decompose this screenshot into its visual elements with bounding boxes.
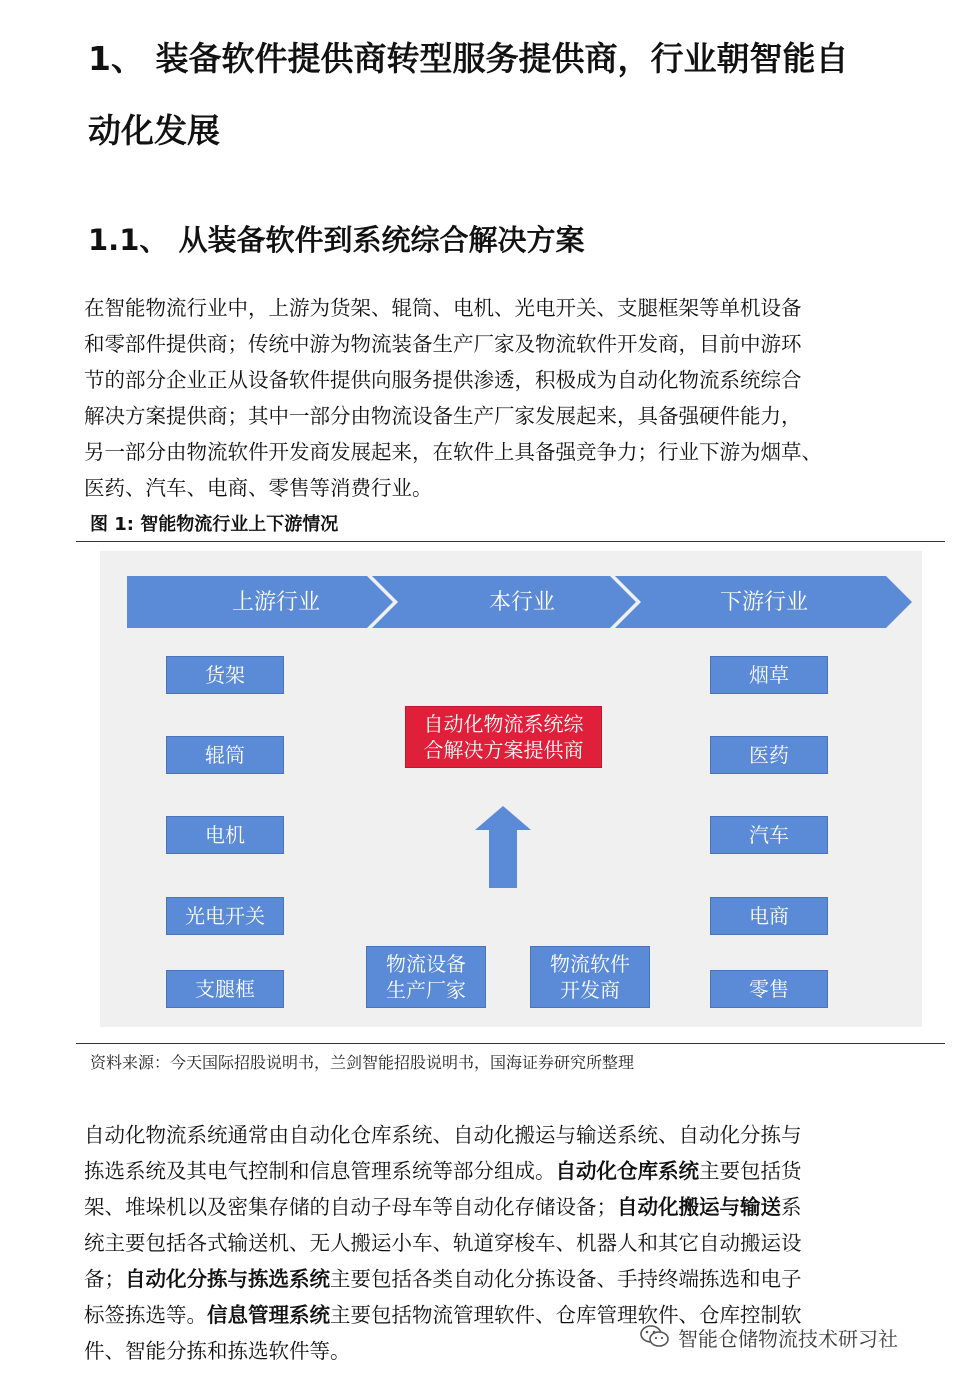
upstream-item: 辊筒 [166,736,284,774]
bold-term: 信息管理系统 [207,1303,330,1327]
paragraph-line [84,1153,926,1189]
paragraph-line: 另一部分由物流软件开发商发展起来，在软件上具备强竞争力；行业下游为烟草、 [84,440,822,464]
paragraph-line: 在智能物流行业中，上游为货架、辊筒、电机、光电开关、支腿框架等单机设备 [84,296,802,320]
paragraph-line: 节的部分企业正从设备软件提供向服务提供渗透，积极成为自动化物流系统综合 [84,368,802,392]
text-run: 备； [84,1267,125,1291]
upstream-item: 货架 [166,656,284,694]
text-run: 主要包括物流管理软件、仓库管理软件、仓库控制软 [330,1303,802,1327]
downstream-item: 汽车 [710,816,828,854]
equipment-maker-line: 生产厂家 [386,978,466,1002]
heading-2: 1.1、 从装备软件到系统综合解决方案 [88,223,585,257]
text-run: 架、堆垛机以及密集存储的自动子母车等自动化存储设备； [84,1195,617,1219]
downstream-item: 烟草 [710,656,828,694]
downstream-item: 零售 [710,970,828,1008]
text-run: 标签拣选等。 [84,1303,207,1327]
solution-provider-box [405,706,602,768]
upstream-item: 光电开关 [166,897,284,935]
paragraph-line [84,1225,926,1261]
text-run: 件、智能分拣和拣选软件等。 [84,1339,351,1363]
stage-chevrons [100,551,922,1027]
stage-label: 上游行业 [231,590,321,615]
text-run: 自动化物流系统通常由自动化仓库系统、自动化搬运与输送系统、自动化分拣与 [84,1123,802,1147]
up-arrow-icon [475,806,531,888]
downstream-item: 电商 [710,897,828,935]
bold-term: 自动化分拣与拣选系统 [125,1267,330,1291]
paragraph-line [84,1261,926,1297]
solution-provider-line: 自动化物流系统综 [423,712,584,736]
bold-term: 自动化仓库系统 [555,1159,699,1183]
upstream-item: 支腿框 [166,970,284,1008]
watermark-text: 智能仓储物流技术研习社 [678,1326,898,1351]
paragraph-line: 医药、汽车、电商、零售等消费行业。 [84,476,433,500]
stage-label: 本行业 [488,590,556,615]
downstream-item: 医药 [710,736,828,774]
text-run: 系 [781,1195,802,1219]
heading-1-line-1: 1、 装备软件提供商转型服务提供商，行业朝智能自 [88,39,849,78]
software-developer-box [530,946,650,1008]
upstream-item: 电机 [166,816,284,854]
text-run: 主要包括各类自动化分拣设备、手持终端拣选和电子 [330,1267,802,1291]
equipment-maker-box [366,946,486,1008]
paragraph-line: 解决方案提供商；其中一部分由物流设备生产厂家发展起来，具备强硬件能力， [84,404,802,428]
figure-bottom-rule [76,1043,945,1044]
equipment-maker-line: 物流设备 [386,952,466,976]
industry-chain-diagram [100,551,922,1027]
stage-label: 下游行业 [719,590,809,615]
paragraph-line: 和零部件提供商；传统中游为物流装备生产厂家及物流软件开发商，目前中游环 [84,332,802,356]
text-run: 统主要包括各式输送机、无人搬运小车、轨道穿梭车、机器人和其它自动搬运设 [84,1231,802,1255]
figure-source-note: 资料来源：今天国际招股说明书，兰剑智能招股说明书，国海证券研究所整理 [90,1053,635,1072]
text-run: 主要包括货 [699,1159,802,1183]
software-developer-line: 开发商 [560,978,620,1002]
wechat-icon [640,1324,670,1350]
solution-provider-line: 合解决方案提供商 [423,738,584,762]
intro-paragraph [84,290,926,506]
figure-caption: 图 1: 智能物流行业上下游情况 [90,514,339,535]
text-run: 拣选系统及其电气控制和信息管理系统等部分组成。 [84,1159,556,1183]
software-developer-line: 物流软件 [550,952,630,976]
paragraph-line [84,1189,926,1225]
figure-top-rule [76,541,945,542]
bold-term: 自动化搬运与输送 [617,1195,781,1219]
wechat-watermark [640,1321,898,1353]
paragraph-line [84,1117,926,1153]
heading-1-line-2: 动化发展 [88,111,220,150]
